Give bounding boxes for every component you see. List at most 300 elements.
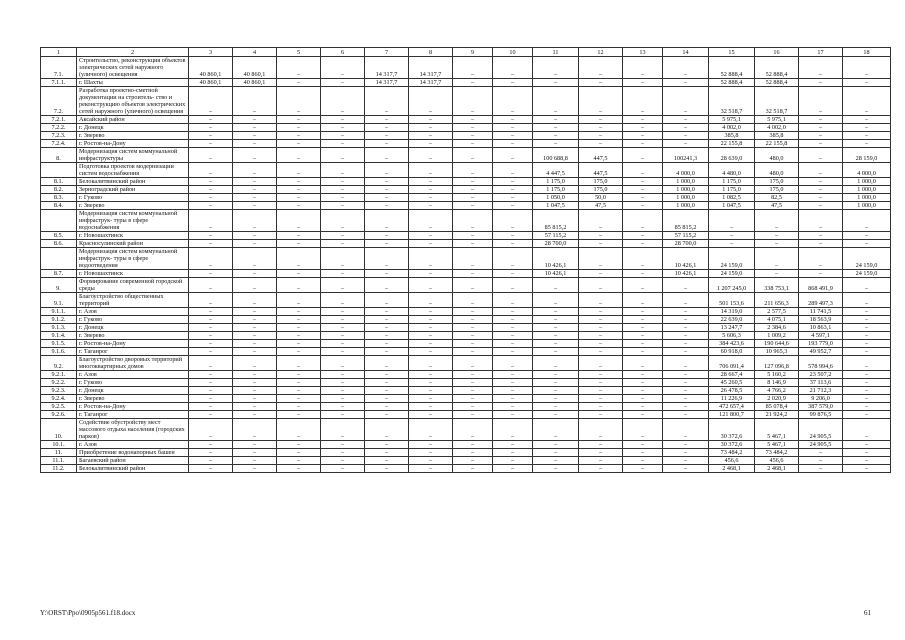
value-cell: 32 518,7 bbox=[709, 87, 755, 116]
value-cell: – bbox=[663, 356, 709, 371]
value-cell: – bbox=[623, 232, 663, 240]
table-row bbox=[41, 116, 891, 124]
value-cell: – bbox=[843, 324, 891, 332]
row-number-cell: 7.2.4. bbox=[41, 140, 77, 148]
value-cell: – bbox=[663, 379, 709, 387]
table-row bbox=[41, 316, 891, 324]
value-cell: – bbox=[365, 465, 409, 473]
value-cell: – bbox=[277, 186, 321, 194]
value-cell: – bbox=[453, 163, 493, 178]
value-cell: – bbox=[365, 340, 409, 348]
value-cell: – bbox=[233, 371, 277, 379]
value-cell: – bbox=[365, 194, 409, 202]
value-cell: 22 155,8 bbox=[709, 140, 755, 148]
value-cell: – bbox=[277, 132, 321, 140]
value-cell: – bbox=[189, 293, 233, 308]
value-cell: 4 480,0 bbox=[709, 163, 755, 178]
value-cell: – bbox=[409, 465, 453, 473]
value-cell: – bbox=[453, 140, 493, 148]
table-row bbox=[41, 140, 891, 148]
value-cell: – bbox=[233, 124, 277, 132]
value-cell: 1 000,0 bbox=[663, 186, 709, 194]
value-cell: – bbox=[579, 324, 623, 332]
table-row bbox=[41, 210, 891, 232]
row-number-cell: 9.2.1. bbox=[41, 371, 77, 379]
table-row bbox=[41, 202, 891, 210]
value-cell: – bbox=[233, 403, 277, 411]
value-cell: – bbox=[321, 57, 365, 79]
row-number-cell: 7.2.1. bbox=[41, 116, 77, 124]
value-cell: – bbox=[493, 194, 533, 202]
value-cell: – bbox=[277, 293, 321, 308]
value-cell: – bbox=[189, 124, 233, 132]
value-cell: 30 372,6 bbox=[709, 419, 755, 441]
value-cell: – bbox=[453, 441, 493, 449]
value-cell: – bbox=[365, 124, 409, 132]
value-cell: – bbox=[453, 79, 493, 87]
value-cell: – bbox=[709, 210, 755, 232]
value-cell: – bbox=[409, 356, 453, 371]
row-name-cell: г. Азов bbox=[77, 308, 189, 316]
row-number-cell: 7.1. bbox=[41, 57, 77, 79]
value-cell: – bbox=[277, 178, 321, 186]
value-cell: – bbox=[409, 449, 453, 457]
value-cell: – bbox=[623, 278, 663, 293]
header-cell: 6 bbox=[321, 48, 365, 57]
financing-table bbox=[40, 47, 891, 473]
row-number-cell: 8.6. bbox=[41, 240, 77, 248]
value-cell: 52 888,4 bbox=[709, 79, 755, 87]
value-cell: – bbox=[579, 457, 623, 465]
value-cell: – bbox=[755, 240, 799, 248]
value-cell: 10 426,1 bbox=[533, 270, 579, 278]
value-cell: – bbox=[409, 419, 453, 441]
value-cell: – bbox=[579, 87, 623, 116]
value-cell: 10 426,1 bbox=[533, 248, 579, 270]
value-cell: – bbox=[579, 403, 623, 411]
value-cell: – bbox=[365, 163, 409, 178]
value-cell: – bbox=[579, 395, 623, 403]
value-cell: 28 159,0 bbox=[843, 148, 891, 163]
value-cell: – bbox=[189, 308, 233, 316]
value-cell: – bbox=[189, 379, 233, 387]
row-name-cell: г. Таганрог bbox=[77, 348, 189, 356]
value-cell: 578 994,6 bbox=[799, 356, 843, 371]
value-cell: 28 639,0 bbox=[709, 148, 755, 163]
value-cell: – bbox=[365, 148, 409, 163]
value-cell: – bbox=[799, 270, 843, 278]
value-cell: – bbox=[189, 449, 233, 457]
value-cell: – bbox=[409, 248, 453, 270]
value-cell: – bbox=[409, 178, 453, 186]
value-cell: – bbox=[493, 308, 533, 316]
value-cell: 121 800,7 bbox=[709, 411, 755, 419]
value-cell: – bbox=[453, 270, 493, 278]
value-cell: – bbox=[579, 132, 623, 140]
value-cell: – bbox=[453, 57, 493, 79]
value-cell: 57 115,2 bbox=[663, 232, 709, 240]
value-cell: – bbox=[579, 387, 623, 395]
value-cell: – bbox=[189, 232, 233, 240]
value-cell: – bbox=[321, 240, 365, 248]
value-cell: – bbox=[321, 278, 365, 293]
row-name-cell: г. Таганрог bbox=[77, 411, 189, 419]
value-cell: – bbox=[623, 324, 663, 332]
value-cell: – bbox=[233, 395, 277, 403]
value-cell: – bbox=[843, 232, 891, 240]
row-number-cell: 9.2.6. bbox=[41, 411, 77, 419]
value-cell: – bbox=[321, 293, 365, 308]
value-cell: – bbox=[365, 441, 409, 449]
value-cell: 45 260,5 bbox=[709, 379, 755, 387]
value-cell: 14 317,7 bbox=[365, 57, 409, 79]
value-cell: 28 700,0 bbox=[533, 240, 579, 248]
value-cell: – bbox=[409, 87, 453, 116]
value-cell: 4 766,2 bbox=[755, 387, 799, 395]
value-cell: – bbox=[233, 194, 277, 202]
value-cell: – bbox=[409, 332, 453, 340]
value-cell: – bbox=[663, 395, 709, 403]
table-row bbox=[41, 387, 891, 395]
value-cell: 13 247,7 bbox=[709, 324, 755, 332]
value-cell: – bbox=[409, 403, 453, 411]
value-cell: – bbox=[365, 371, 409, 379]
value-cell: – bbox=[453, 465, 493, 473]
value-cell: – bbox=[623, 411, 663, 419]
header-cell: 14 bbox=[663, 48, 709, 57]
value-cell: – bbox=[579, 140, 623, 148]
value-cell: – bbox=[277, 116, 321, 124]
value-cell: 4 002,0 bbox=[755, 124, 799, 132]
value-cell: – bbox=[663, 332, 709, 340]
value-cell: – bbox=[799, 232, 843, 240]
value-cell: – bbox=[277, 395, 321, 403]
value-cell: – bbox=[409, 411, 453, 419]
value-cell: – bbox=[663, 316, 709, 324]
value-cell: 385,8 bbox=[709, 132, 755, 140]
value-cell: – bbox=[277, 356, 321, 371]
value-cell: 447,5 bbox=[579, 163, 623, 178]
table-row bbox=[41, 449, 891, 457]
value-cell: – bbox=[365, 232, 409, 240]
value-cell: – bbox=[579, 293, 623, 308]
value-cell: – bbox=[453, 379, 493, 387]
row-number-cell: 9.1.1. bbox=[41, 308, 77, 316]
value-cell: – bbox=[453, 371, 493, 379]
row-name-cell: г. Гуково bbox=[77, 316, 189, 324]
value-cell: 10 426,1 bbox=[663, 248, 709, 270]
row-name-cell: Благоустройство дворовых территорий многоквартирных домов bbox=[77, 356, 189, 371]
value-cell: 21 712,3 bbox=[799, 387, 843, 395]
value-cell: – bbox=[493, 278, 533, 293]
value-cell: – bbox=[579, 441, 623, 449]
value-cell: – bbox=[533, 419, 579, 441]
value-cell: – bbox=[365, 348, 409, 356]
value-cell: – bbox=[579, 348, 623, 356]
value-cell: 47,5 bbox=[579, 202, 623, 210]
value-cell: 1 082,5 bbox=[709, 194, 755, 202]
value-cell: 5 160,2 bbox=[755, 371, 799, 379]
value-cell: – bbox=[233, 449, 277, 457]
value-cell: 456,6 bbox=[755, 457, 799, 465]
value-cell: – bbox=[663, 87, 709, 116]
value-cell: – bbox=[365, 132, 409, 140]
value-cell: – bbox=[843, 441, 891, 449]
table-row bbox=[41, 57, 891, 79]
table-row bbox=[41, 240, 891, 248]
header-cell: 11 bbox=[533, 48, 579, 57]
value-cell: – bbox=[533, 332, 579, 340]
value-cell: 9 206,0 bbox=[799, 395, 843, 403]
value-cell: – bbox=[409, 148, 453, 163]
header-cell: 2 bbox=[77, 48, 189, 57]
table-row bbox=[41, 356, 891, 371]
value-cell: – bbox=[409, 116, 453, 124]
value-cell: – bbox=[365, 186, 409, 194]
value-cell: – bbox=[409, 395, 453, 403]
column-number-header bbox=[41, 48, 891, 57]
value-cell: 10 863,1 bbox=[799, 324, 843, 332]
value-cell: 456,6 bbox=[709, 457, 755, 465]
value-cell: – bbox=[453, 293, 493, 308]
value-cell: – bbox=[321, 232, 365, 240]
row-name-cell: Модернизация систем коммунальной инфраструк- туры в сфере водоотведения bbox=[77, 248, 189, 270]
value-cell: 1 047,5 bbox=[533, 202, 579, 210]
value-cell: – bbox=[843, 57, 891, 79]
value-cell: – bbox=[623, 240, 663, 248]
value-cell: – bbox=[533, 379, 579, 387]
value-cell: – bbox=[493, 419, 533, 441]
value-cell: – bbox=[233, 278, 277, 293]
value-cell: 40 860,1 bbox=[233, 79, 277, 87]
value-cell: – bbox=[365, 449, 409, 457]
value-cell: – bbox=[321, 403, 365, 411]
header-cell: 9 bbox=[453, 48, 493, 57]
value-cell: – bbox=[453, 419, 493, 441]
value-cell: – bbox=[365, 387, 409, 395]
value-cell: – bbox=[277, 403, 321, 411]
value-cell: – bbox=[409, 270, 453, 278]
value-cell: – bbox=[493, 316, 533, 324]
value-cell: 52 888,4 bbox=[709, 57, 755, 79]
header-cell: 17 bbox=[799, 48, 843, 57]
value-cell: – bbox=[365, 240, 409, 248]
value-cell: – bbox=[321, 457, 365, 465]
row-name-cell: г. Шахты bbox=[77, 79, 189, 87]
value-cell: – bbox=[493, 116, 533, 124]
value-cell: – bbox=[321, 163, 365, 178]
value-cell: – bbox=[277, 240, 321, 248]
value-cell: – bbox=[799, 449, 843, 457]
value-cell: – bbox=[623, 356, 663, 371]
table-row bbox=[41, 403, 891, 411]
value-cell: – bbox=[843, 419, 891, 441]
value-cell: – bbox=[663, 387, 709, 395]
value-cell: – bbox=[409, 132, 453, 140]
row-number-cell: 7.2.3. bbox=[41, 132, 77, 140]
value-cell: – bbox=[321, 186, 365, 194]
value-cell: 2 468,1 bbox=[709, 465, 755, 473]
table-body bbox=[41, 48, 891, 473]
value-cell: – bbox=[233, 232, 277, 240]
header-cell: 3 bbox=[189, 48, 233, 57]
row-name-cell: г. Донецк bbox=[77, 387, 189, 395]
value-cell: 5 467,1 bbox=[755, 441, 799, 449]
value-cell: – bbox=[843, 403, 891, 411]
value-cell: – bbox=[409, 457, 453, 465]
value-cell: – bbox=[843, 116, 891, 124]
value-cell: 5 606,3 bbox=[709, 332, 755, 340]
value-cell: – bbox=[453, 308, 493, 316]
value-cell: – bbox=[663, 124, 709, 132]
row-number-cell: 9.1.2. bbox=[41, 316, 77, 324]
value-cell: – bbox=[233, 441, 277, 449]
value-cell: – bbox=[321, 308, 365, 316]
value-cell: – bbox=[277, 163, 321, 178]
header-cell: 18 bbox=[843, 48, 891, 57]
value-cell: – bbox=[533, 308, 579, 316]
value-cell: 1 175,0 bbox=[533, 178, 579, 186]
value-cell: – bbox=[321, 248, 365, 270]
value-cell: – bbox=[321, 178, 365, 186]
value-cell: – bbox=[233, 163, 277, 178]
value-cell: – bbox=[409, 278, 453, 293]
value-cell: – bbox=[623, 449, 663, 457]
value-cell: – bbox=[493, 371, 533, 379]
value-cell: – bbox=[843, 379, 891, 387]
table-row bbox=[41, 348, 891, 356]
value-cell: – bbox=[233, 340, 277, 348]
row-number-cell: 10. bbox=[41, 419, 77, 441]
value-cell: 1 050,0 bbox=[533, 194, 579, 202]
value-cell: – bbox=[799, 248, 843, 270]
value-cell: – bbox=[409, 232, 453, 240]
value-cell: 28 667,4 bbox=[709, 371, 755, 379]
value-cell: – bbox=[799, 465, 843, 473]
value-cell: 100241,3 bbox=[663, 148, 709, 163]
value-cell: – bbox=[189, 278, 233, 293]
value-cell: – bbox=[799, 79, 843, 87]
value-cell: 22 639,0 bbox=[709, 316, 755, 324]
row-number-cell: 7.2. bbox=[41, 87, 77, 116]
value-cell: – bbox=[365, 324, 409, 332]
value-cell: – bbox=[365, 411, 409, 419]
value-cell: – bbox=[277, 270, 321, 278]
value-cell: – bbox=[277, 194, 321, 202]
value-cell: – bbox=[663, 79, 709, 87]
value-cell: – bbox=[623, 210, 663, 232]
table-row bbox=[41, 163, 891, 178]
value-cell: 480,0 bbox=[755, 163, 799, 178]
value-cell: – bbox=[623, 308, 663, 316]
value-cell: – bbox=[453, 202, 493, 210]
value-cell: – bbox=[233, 419, 277, 441]
row-number-cell: 9.1.5. bbox=[41, 340, 77, 348]
value-cell: 1 000,0 bbox=[843, 186, 891, 194]
value-cell: 99 876,5 bbox=[799, 411, 843, 419]
value-cell: – bbox=[663, 324, 709, 332]
value-cell: – bbox=[533, 57, 579, 79]
value-cell: – bbox=[623, 132, 663, 140]
value-cell: – bbox=[493, 79, 533, 87]
value-cell: – bbox=[493, 348, 533, 356]
value-cell: – bbox=[663, 457, 709, 465]
value-cell: – bbox=[623, 293, 663, 308]
value-cell: – bbox=[233, 116, 277, 124]
value-cell: – bbox=[493, 324, 533, 332]
value-cell: – bbox=[579, 278, 623, 293]
value-cell: – bbox=[321, 87, 365, 116]
table-row bbox=[41, 465, 891, 473]
value-cell: – bbox=[365, 379, 409, 387]
value-cell: – bbox=[321, 411, 365, 419]
value-cell: – bbox=[453, 278, 493, 293]
row-name-cell: Модернизация систем коммунальной инфраструктуры bbox=[77, 148, 189, 163]
value-cell: – bbox=[663, 441, 709, 449]
row-name-cell: г. Азов bbox=[77, 371, 189, 379]
value-cell: 2 577,5 bbox=[755, 308, 799, 316]
value-cell: – bbox=[663, 140, 709, 148]
value-cell: – bbox=[321, 202, 365, 210]
value-cell: – bbox=[663, 293, 709, 308]
value-cell: – bbox=[321, 419, 365, 441]
value-cell: – bbox=[233, 202, 277, 210]
value-cell: 4 000,0 bbox=[663, 163, 709, 178]
row-number-cell: 11.2. bbox=[41, 465, 77, 473]
value-cell: 1 000,0 bbox=[663, 178, 709, 186]
value-cell: 447,5 bbox=[579, 148, 623, 163]
value-cell: 40 860,1 bbox=[189, 57, 233, 79]
row-number-cell: 8. bbox=[41, 148, 77, 163]
value-cell: – bbox=[579, 316, 623, 324]
value-cell: – bbox=[533, 348, 579, 356]
header-cell: 15 bbox=[709, 48, 755, 57]
value-cell: – bbox=[799, 57, 843, 79]
table-row bbox=[41, 232, 891, 240]
value-cell: 387 579,0 bbox=[799, 403, 843, 411]
value-cell: – bbox=[277, 449, 321, 457]
row-name-cell: Содействие обустройству мест массового отдыха населения (городских парков) bbox=[77, 419, 189, 441]
value-cell: 8 146,9 bbox=[755, 379, 799, 387]
value-cell: – bbox=[321, 387, 365, 395]
value-cell: – bbox=[365, 178, 409, 186]
header-cell: 8 bbox=[409, 48, 453, 57]
value-cell: – bbox=[277, 148, 321, 163]
value-cell: – bbox=[321, 356, 365, 371]
row-name-cell: г. Ростов-на-Дону bbox=[77, 140, 189, 148]
value-cell: 24 159,0 bbox=[709, 270, 755, 278]
value-cell: 1 009,2 bbox=[755, 332, 799, 340]
value-cell: – bbox=[623, 340, 663, 348]
value-cell: – bbox=[493, 356, 533, 371]
value-cell: – bbox=[493, 132, 533, 140]
value-cell: – bbox=[189, 348, 233, 356]
value-cell: – bbox=[321, 449, 365, 457]
value-cell: – bbox=[709, 240, 755, 248]
value-cell: 480,0 bbox=[755, 148, 799, 163]
table-row bbox=[41, 371, 891, 379]
value-cell: – bbox=[623, 348, 663, 356]
table-row bbox=[41, 395, 891, 403]
value-cell: – bbox=[493, 186, 533, 194]
value-cell: – bbox=[277, 340, 321, 348]
row-name-cell: Аксайский район bbox=[77, 116, 189, 124]
value-cell: – bbox=[579, 116, 623, 124]
value-cell: 4 002,0 bbox=[709, 124, 755, 132]
value-cell: – bbox=[623, 465, 663, 473]
value-cell: – bbox=[493, 87, 533, 116]
value-cell: – bbox=[321, 441, 365, 449]
